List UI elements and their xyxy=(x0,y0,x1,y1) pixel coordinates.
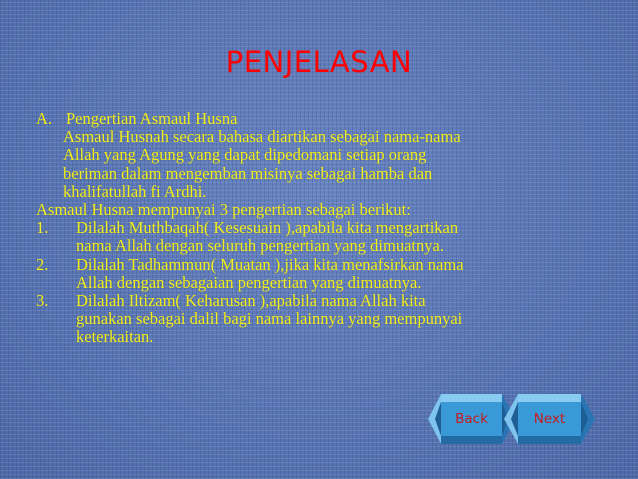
point-marker: 3. xyxy=(36,291,49,311)
point-line xyxy=(36,256,596,274)
point-line: keterkaitan. xyxy=(76,327,154,347)
point-marker: 2. xyxy=(36,254,49,274)
definition-line: khalifatullah fi Ardhi. xyxy=(63,181,207,201)
next-button[interactable] xyxy=(503,392,596,446)
section-heading-row xyxy=(36,110,596,128)
section-marker: A. xyxy=(36,109,53,128)
slide-body xyxy=(36,110,596,347)
back-button-label: Back xyxy=(455,411,488,427)
point-line: nama Allah dengan seluruh pengertian yang dimuatnya. xyxy=(76,236,444,256)
slide-title: PENJELASAN xyxy=(225,45,413,79)
intro-line: Asmaul Husna mempunyai 3 pengertian sebagai berikut: xyxy=(36,200,411,220)
point-line xyxy=(36,292,596,310)
point-line xyxy=(36,219,596,237)
point-text: Dilalah Muthbaqah( Kesesuain ),apabila kita mengartikan xyxy=(76,218,459,238)
next-button-label: Next xyxy=(533,411,566,427)
point-text: Dilalah Tadhammun( Muatan ),jika kita menafsirkan nama xyxy=(76,254,464,274)
point-line: gunakan sebagai dalil bagi nama lainnya yang mempunyai xyxy=(76,309,463,329)
point-marker: 1. xyxy=(36,218,49,238)
definition-line: Allah yang Agung yang dapat dipedomani setiap orang xyxy=(63,145,427,165)
definition-line: beriman dalam mengemban misinya sebagai hamba dan xyxy=(63,163,433,183)
point-line: Allah dengan sebagaian pengertian yang dimuatnya. xyxy=(76,272,422,292)
next-button-shape xyxy=(503,392,596,446)
definition-line: Asmaul Husnah secara bahasa diartikan sebagai nama-nama xyxy=(63,127,461,147)
point-text: Dilalah Iltizam( Keharusan ),apabila nama Allah kita xyxy=(76,291,426,311)
section-heading: Pengertian Asmaul Husna xyxy=(66,109,238,128)
